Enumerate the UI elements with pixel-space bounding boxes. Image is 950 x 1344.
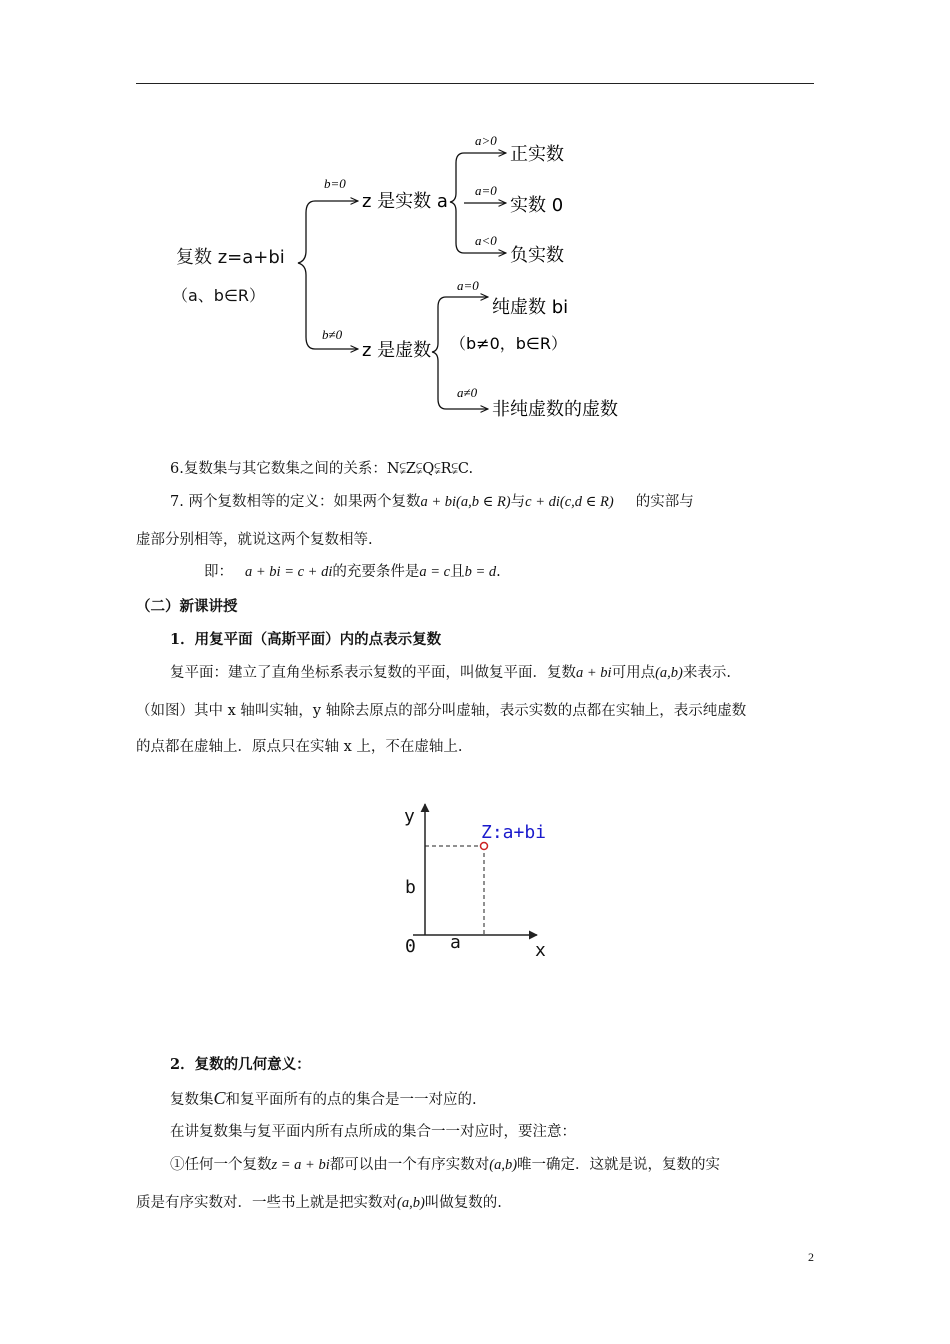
para1-text-a: 复平面：建立了直角坐标系表示复数的平面，叫做复平面．复数	[170, 665, 576, 681]
correspondence-line3	[170, 1155, 720, 1175]
cond-a-zero: a=0	[475, 183, 497, 198]
c4-text-b: 叫做复数的.	[424, 1195, 502, 1211]
complex-plane-figure	[395, 800, 570, 970]
c4-text-a: 质是有序实数对．一些书上就是把实数对	[136, 1195, 397, 1211]
y-axis-label: y	[404, 806, 415, 827]
item-7-cond1: a = c	[419, 564, 451, 580]
subsection-2-heading: 2．复数的几何意义：	[170, 1056, 311, 1073]
item-7-math2: c + di(c,d ∈ R)	[525, 494, 614, 510]
item-7-line2: 虚部分别相等，就说这两个复数相等.	[136, 532, 373, 548]
cond-nonpure: a≠0	[457, 385, 478, 400]
item-7-text-a: 7. 两个复数相等的定义：如果两个复数	[170, 494, 421, 510]
correspondence-line1	[170, 1088, 477, 1110]
cond-pure: a=0	[457, 278, 479, 293]
para1-text-c: 来表示.	[682, 665, 731, 681]
item-7-cond2: b = d	[464, 564, 497, 580]
c3-text-c: 唯一确定．这就是说，复数的实	[517, 1157, 721, 1173]
c1-text-b: 和复平面所有的点的集合是一一对应的.	[225, 1092, 477, 1108]
para1-math2: (a,b)	[655, 665, 683, 681]
cond-b-nonzero: b≠0	[322, 327, 343, 342]
item-7-mid: 的充要条件是	[332, 564, 420, 580]
label-pure-imaginary: 纯虚数 bi	[492, 297, 569, 318]
node-real: z 是实数 a	[362, 191, 448, 212]
item-7-line3	[204, 562, 501, 582]
complex-classification-tree	[170, 125, 650, 425]
label-nonpure-imaginary: 非纯虚数的虚数	[492, 399, 618, 420]
c3-text-a: ①任何一个复数	[170, 1157, 272, 1173]
para1-line2: （如图）其中 x 轴叫实轴，y 轴除去原点的部分叫虚轴，表示实数的点都在实轴上，表示纯虚数	[136, 703, 747, 719]
point-z-label: Z:a+bi	[481, 822, 547, 843]
pure-imaginary-note: （b≠0，b∈R）	[450, 334, 567, 353]
node-imaginary: z 是虚数	[362, 340, 432, 361]
imag-brace	[432, 297, 446, 409]
correspondence-line2: 在讲复数集与复平面内所有点所成的集合一一对应时，要注意：	[170, 1124, 576, 1140]
c3-text-b: 都可以由一个有序实数对	[329, 1157, 490, 1173]
main-brace	[298, 201, 315, 349]
label-positive-real: 正实数	[510, 144, 564, 165]
cond-a-pos: a>0	[475, 133, 497, 148]
item-7-math1: a + bi(a,b ∈ R)	[420, 494, 511, 510]
tree-root-condition: （a、b∈R）	[172, 286, 266, 305]
subsection-1-heading: 1．用复平面（高斯平面）内的点表示复数	[170, 631, 442, 648]
header-rule	[136, 83, 814, 84]
cond-a-neg: a<0	[475, 233, 497, 248]
section-heading: （二）新课讲授	[136, 598, 238, 615]
point-z	[481, 843, 488, 850]
item-7-and: 且	[450, 564, 465, 580]
origin-label: 0	[405, 936, 416, 957]
a-label: a	[450, 932, 461, 953]
item-7-eq: a + bi = c + di	[245, 564, 333, 580]
item-7-line1	[170, 492, 694, 512]
c3-math1: z = a + bi	[271, 1157, 330, 1173]
item-7-text-c: 的实部与	[635, 494, 694, 510]
x-axis-label: x	[535, 940, 546, 961]
para1-text-b: 可用点	[611, 665, 656, 681]
c1-math: C	[213, 1088, 226, 1108]
tree-root-text: 复数 z=a+bi	[176, 247, 285, 268]
item-6-relation: 6.复数集与其它数集之间的关系：N⫋Z⫋Q⫋R⫋C.	[170, 461, 474, 477]
c4-math: (a,b)	[397, 1195, 425, 1211]
para1-line1	[170, 663, 731, 683]
c3-math2: (a,b)	[489, 1157, 518, 1173]
label-negative-real: 负实数	[510, 245, 564, 266]
item-7-ji: 即：	[204, 564, 233, 580]
c1-text-a: 复数集	[170, 1092, 214, 1108]
label-real-zero: 实数 0	[510, 195, 564, 216]
para1-line3: 的点都在虚轴上．原点只在实轴 x 上，不在虚轴上.	[136, 739, 463, 755]
b-label: b	[405, 877, 416, 898]
para1-math1: a + bi	[576, 665, 612, 681]
cond-b-zero: b=0	[324, 176, 346, 191]
real-brace	[450, 153, 464, 253]
item-7-end: .	[496, 564, 501, 580]
page-number: 2	[808, 1250, 814, 1264]
item-7-text-b: 与	[510, 494, 526, 510]
correspondence-line4	[136, 1193, 502, 1213]
